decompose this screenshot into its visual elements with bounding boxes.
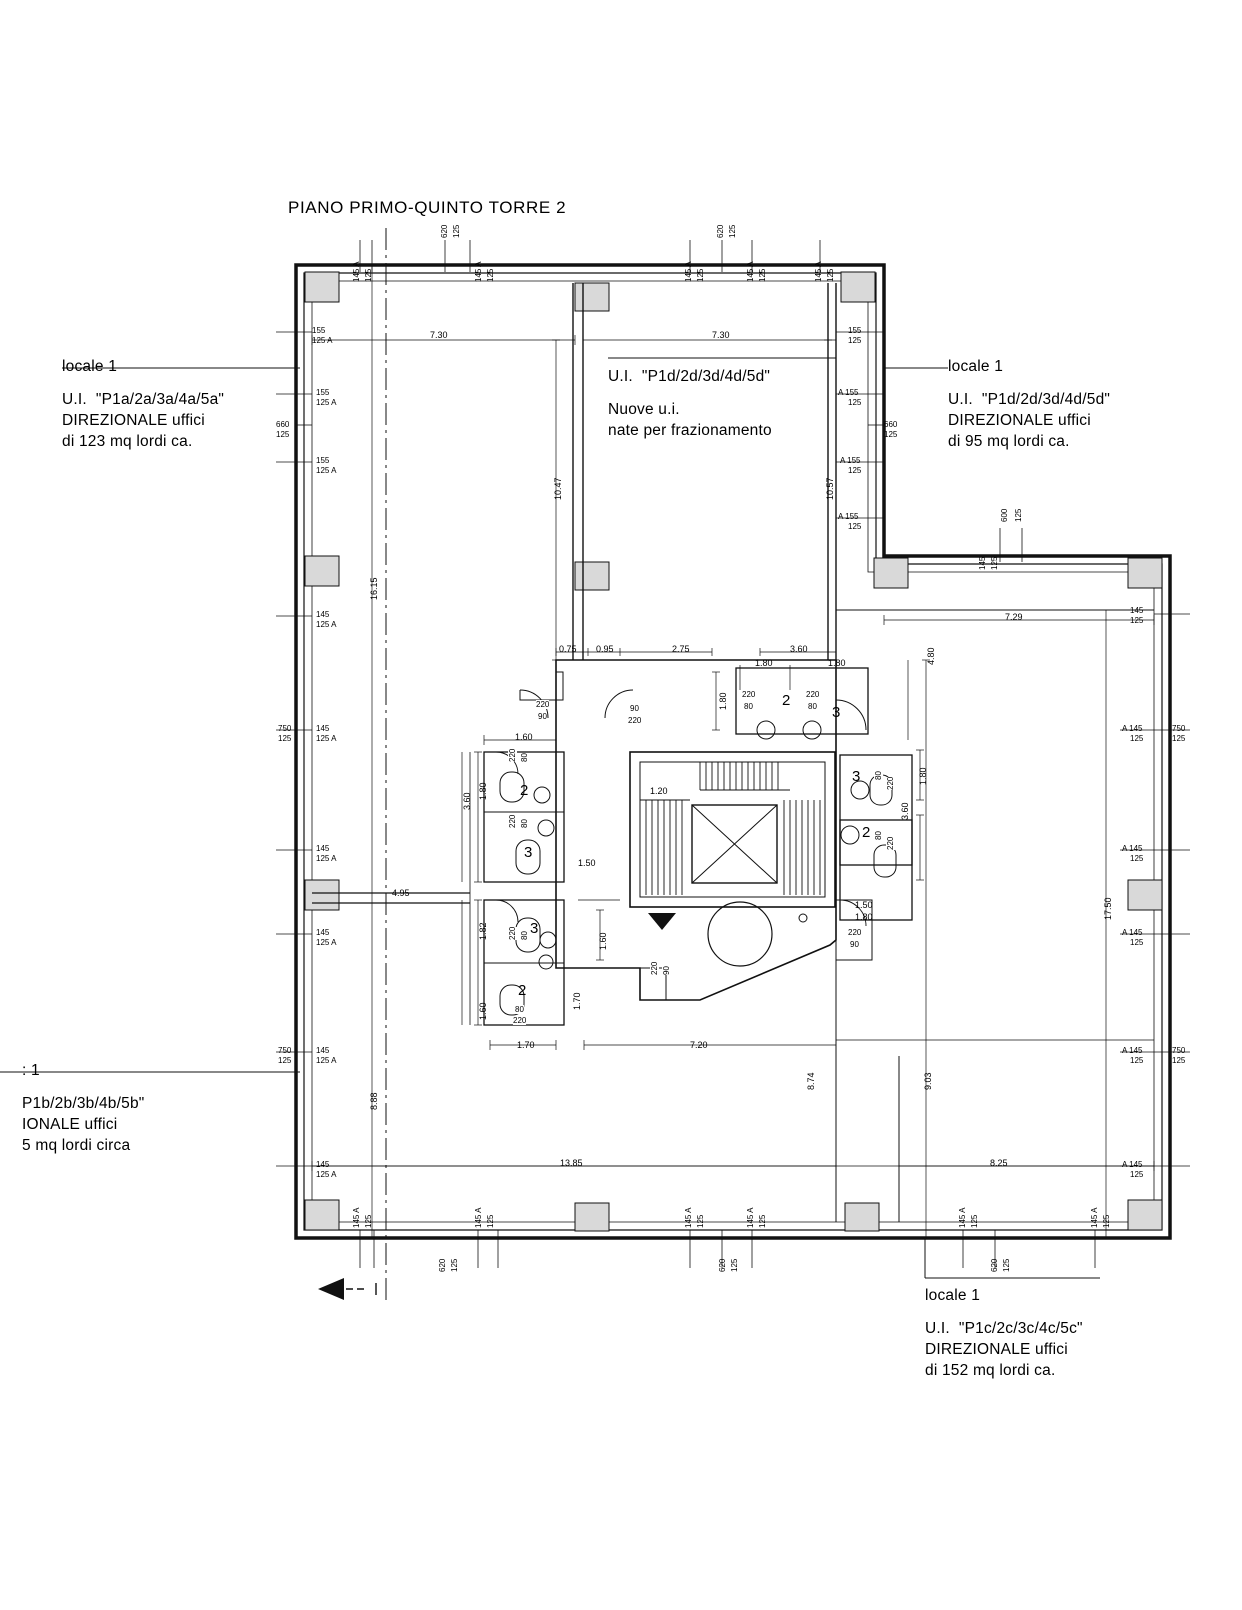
core-dim-21: 1.60 [478,1002,488,1020]
core-dim-0: 0.75 [559,644,577,654]
bottom-tag-3b: 125 [696,1214,705,1228]
door-tag-4b: 80 [808,702,817,711]
area-label: di 95 mq lordi ca. [948,433,1070,450]
right-tag-145-2b: 125 [1130,734,1144,743]
ctr-tag-155-2: A 155 [838,388,859,397]
use-type: DIREZIONALE uffici [62,412,205,429]
door-tag-12: 80 [874,831,883,840]
bottom-window-tag-1b: 125 [730,1258,739,1272]
door-tag-9b: 90 [662,966,671,975]
locale-label: locale 1 [62,358,118,375]
bottom-tag-2b: 125 [486,1214,495,1228]
door-tag-4: 220 [806,690,820,699]
opening-tag-top-1: 145 A [352,261,361,282]
room-number-1: 3 [832,704,841,721]
room-number-3: 3 [524,844,533,861]
right-tag-750-1: 750 [1172,724,1186,733]
ui-note-1: Nuove u.i. [608,401,680,418]
annotation-right-bottom [925,1285,1083,1379]
room-number-5: 2 [518,982,527,999]
door-tag-8: 80 [515,1005,524,1014]
core-dim-5: 1.80 [828,658,846,668]
dimension-right-vertical-lower: 9.03 [923,1072,933,1090]
door-tag-2b: 220 [628,716,642,725]
left-tag-145-4: 145 [316,928,330,937]
opening-tag-top-2b: 125 [486,268,495,282]
core-dim-22: 1.60 [598,932,608,950]
left-tag-155-1: 155 [312,326,326,335]
use-type: DIREZIONALE uffici [925,1341,1068,1358]
page-title: PIANO PRIMO-QUINTO TORRE 2 [288,198,567,217]
left-tag-155-3: 155 [316,456,330,465]
bottom-tag-1: 145 A [352,1207,361,1228]
left-tag-145-6: 145 [316,1160,330,1169]
room-number-4: 3 [530,920,539,937]
core-dim-10: 1.80 [478,782,488,800]
ui-code: U.I. "P1a/2a/3a/4a/5a" [62,391,225,408]
use-type: IONALE uffici [22,1116,118,1133]
opening-tag-top-5b: 125 [826,268,835,282]
ui-code: P1b/2b/3b/4b/5b" [22,1095,145,1112]
left-tag-145-5: 145 [316,1046,330,1055]
bottom-tag-3: 145 A [684,1207,693,1228]
door-tag-11b: 220 [886,776,895,790]
locale-label: locale 1 [925,1287,981,1304]
left-tag-145-5b: 125 A [316,1056,337,1065]
core-dim-4: 1.80 [755,658,773,668]
left-tag-145-6b: 125 A [316,1170,337,1179]
bottom-window-tag-2: 620 [438,1258,447,1272]
right-tag-750-2: 750 [1172,1046,1186,1055]
opening-tag-top-4b: 125 [758,268,767,282]
bottom-window-tag-3b: 125 [1002,1258,1011,1272]
dimension-top-right: 7.30 [712,330,730,340]
core-dim-11: 1.50 [578,858,596,868]
right-window-tag-600: 600 [1000,508,1009,522]
opening-tag-top-2: 145 A [474,261,483,282]
right-tag-145-3: A 145 [1122,844,1143,853]
annotation-left-bottom [22,1060,145,1154]
ctr-tag-155-4: A 155 [838,512,859,521]
ctr-tag-155-4b: 125 [848,522,862,531]
right-tag-145-5b: 125 [1130,1056,1144,1065]
locale-label: locale 1 [948,358,1004,375]
door-tag-5b: 80 [520,753,529,762]
right-tag-145-0b: 125 [990,556,999,570]
window-tag-top-2b: 125 [728,224,737,238]
right-tag-145-4b: 125 [1130,938,1144,947]
dimension-bottom-right: 8.25 [990,1158,1008,1168]
opening-tag-top-5: 145 A [814,261,823,282]
area-label: di 152 mq lordi ca. [925,1362,1056,1379]
opening-tag-top-1b: 125 [364,268,373,282]
right-tag-145-5: A 145 [1122,1046,1143,1055]
ui-code: U.I. "P1d/2d/3d/4d/5d" [948,391,1111,408]
door-tag-1b: 90 [538,712,547,721]
left-tag-750-1: 750 [278,724,292,733]
core-dim-14: 1.80 [855,912,873,922]
window-tag-top-1: 620 [440,224,449,238]
left-tag-750-2: 750 [278,1046,292,1055]
core-dim-9: 1.60 [515,732,533,742]
right-tag-145-1b: 125 [1130,616,1144,625]
door-tag-6b: 80 [520,819,529,828]
opening-tag-top-3: 145 A [684,261,693,282]
right-tag-145-4: A 145 [1122,928,1143,937]
right-tag-750-1b: 125 [1172,734,1186,743]
bottom-tag-4b: 125 [758,1214,767,1228]
ctr-tag-155-3: A 155 [840,456,861,465]
left-tag-145-1b: 125 A [316,620,337,629]
ui-code: U.I. "P1c/2c/3c/4c/5c" [925,1320,1083,1337]
ui-note-2: nate per frazionamento [608,422,772,439]
core-dim-17: 4.95 [392,888,410,898]
locale-label: : 1 [22,1062,40,1079]
right-tag-145-6b: 125 [1130,1170,1144,1179]
left-tag-145-1: 145 [316,610,330,619]
area-label: 5 mq lordi circa [22,1137,131,1154]
core-dim-24: 8.74 [806,1072,816,1090]
door-tag-12b: 220 [886,836,895,850]
core-dim-20: 1.82 [478,922,488,940]
room-number-6: 3 [852,768,861,785]
left-tag-145-2: 145 [316,724,330,733]
ctr-tag-660b: 125 [884,430,898,439]
door-tag-7b: 80 [520,931,529,940]
annotation-left-top [62,356,225,450]
use-type: DIREZIONALE uffici [948,412,1091,429]
door-tag-2: 90 [630,704,639,713]
window-tag-top-2: 620 [716,224,725,238]
core-dim-6: 1.80 [718,692,728,710]
bottom-tag-6b: 125 [1102,1214,1111,1228]
core-dim-19: 3.60 [900,802,910,820]
room-number-7: 2 [862,824,871,841]
left-tag-660: 660 [276,420,290,429]
core-dim-13: 1.50 [855,900,873,910]
right-tag-145-6: A 145 [1122,1160,1143,1169]
ctr-tag-155-3b: 125 [848,466,862,475]
right-tag-750-2b: 125 [1172,1056,1186,1065]
door-tag-10: 220 [848,928,862,937]
ctr-tag-155-2b: 125 [848,398,862,407]
right-tag-145-0: 145 [978,556,987,570]
bottom-tag-1b: 125 [364,1214,373,1228]
core-dim-2: 2.75 [672,644,690,654]
door-tag-7: 220 [508,926,517,940]
area-label: di 123 mq lordi ca. [62,433,193,450]
dimension-right-vertical-total: 17.50 [1103,897,1113,920]
bottom-tag-6: 145 A [1090,1207,1099,1228]
door-tag-10b: 90 [850,940,859,949]
bottom-tag-5: 145 A [958,1207,967,1228]
core-dim-12: 1.20 [650,786,668,796]
ctr-tag-660: 660 [884,420,898,429]
right-window-tag-600b: 125 [1014,508,1023,522]
bottom-window-tag-1: 620 [718,1258,727,1272]
left-tag-125-3: 125 A [316,466,337,475]
core-dim-3: 3.60 [790,644,808,654]
dimension-right-upper: 7.29 [1005,612,1023,622]
bottom-tag-2: 145 A [474,1207,483,1228]
dimension-center-left-vertical: 10.47 [553,477,563,500]
left-tag-125-2: 125 A [316,398,337,407]
door-tag-3b: 80 [744,702,753,711]
ui-code: U.I. "P1d/2d/3d/4d/5d" [608,368,771,385]
door-tag-11: 80 [874,771,883,780]
room-number-2: 2 [520,782,529,799]
door-tag-9: 220 [650,961,659,975]
dimension-top-left: 7.30 [430,330,448,340]
core-dim-16: 7.20 [690,1040,708,1050]
left-tag-155-2: 155 [316,388,330,397]
ctr-tag-155-1: 155 [848,326,862,335]
bottom-tag-5b: 125 [970,1214,979,1228]
right-tag-145-1: 145 [1130,606,1144,615]
bottom-window-tag-3: 620 [990,1258,999,1272]
left-tag-125-1: 125 A [312,336,333,345]
door-tag-5: 220 [508,748,517,762]
window-tag-top-1b: 125 [452,224,461,238]
right-tag-145-3b: 125 [1130,854,1144,863]
door-tag-6: 220 [508,814,517,828]
left-tag-750-1b: 125 [278,734,292,743]
core-dim-15: 1.70 [517,1040,535,1050]
dimension-left-vertical-lower: 8.88 [369,1092,379,1110]
door-tag-8b: 220 [513,1016,527,1025]
left-tag-145-4b: 125 A [316,938,337,947]
opening-tag-top-3b: 125 [696,268,705,282]
annotation-center-top [608,366,772,439]
bottom-window-tag-2b: 125 [450,1258,459,1272]
dimension-center-right-vertical: 10.57 [825,477,835,500]
core-dim-1: 0.95 [596,644,614,654]
right-tag-145-2: A 145 [1122,724,1143,733]
room-number-0: 2 [782,692,791,709]
ctr-tag-155-1b: 125 [848,336,862,345]
opening-tag-top-4: 145 A [746,261,755,282]
core-dim-18: 3.60 [462,792,472,810]
door-tag-3: 220 [742,690,756,699]
left-tag-145-3b: 125 A [316,854,337,863]
dimension-bottom-left: 13.85 [560,1158,583,1168]
core-dim-23: 1.70 [572,992,582,1010]
left-tag-660b: 125 [276,430,290,439]
annotation-right-top [948,356,1111,450]
core-dim-7: 4.80 [926,647,936,665]
bottom-tag-4: 145 A [746,1207,755,1228]
left-tag-750-2b: 125 [278,1056,292,1065]
dimension-left-vertical-total: 16.15 [369,577,379,600]
door-tag-1: 220 [536,700,550,709]
left-tag-145-2b: 125 A [316,734,337,743]
left-tag-145-3: 145 [316,844,330,853]
core-dim-8: 1.80 [918,767,928,785]
